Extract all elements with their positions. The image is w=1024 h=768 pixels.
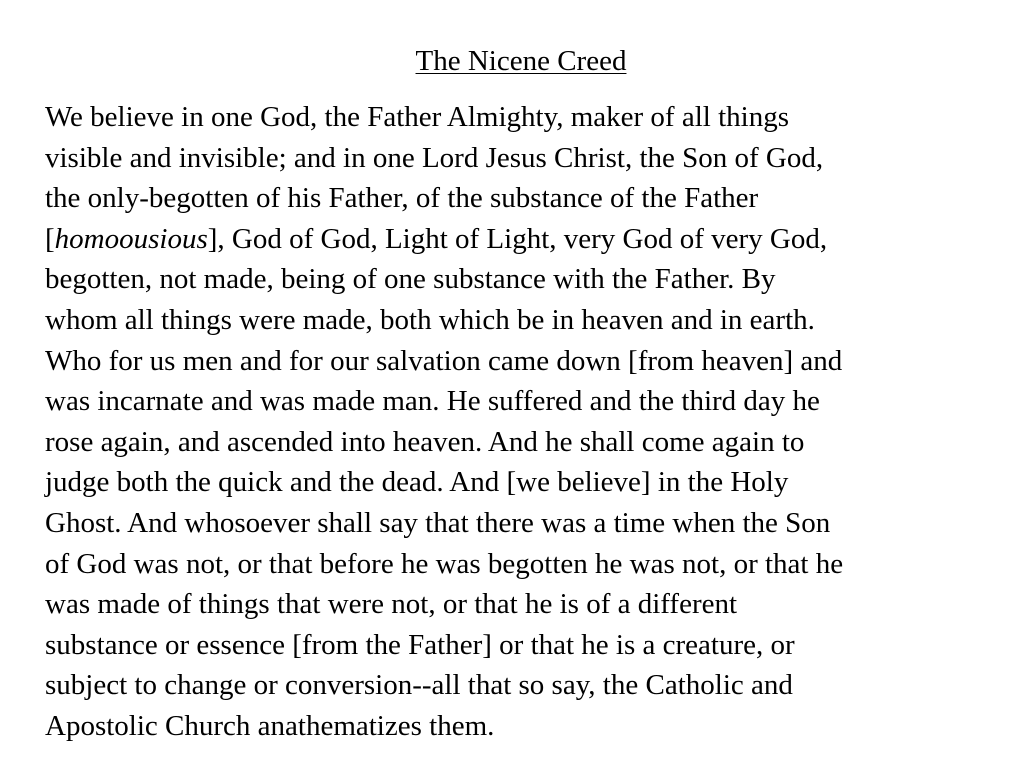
creed-line: We believe in one God, the Father Almighty, maker of all things xyxy=(45,101,789,133)
creed-line: visible and invisible; and in one Lord Jesus Christ, the Son of God, xyxy=(45,141,824,174)
creed-line: begotten, not made, being of one substance with the Father. By xyxy=(45,263,776,296)
creed-text xyxy=(45,97,995,747)
creed-line: Ghost. And whosoever shall say that there was a time when the Son xyxy=(45,506,831,539)
creed-line: substance or essence [from the Father] or that he is a creature, or xyxy=(45,628,795,661)
slide-title: The Nicene Creed xyxy=(415,45,627,77)
creed-line-rest: ], God of God, Light of Light, very God of very God, xyxy=(207,222,828,255)
creed-line: whom all things were made, both which be in heaven and in earth. xyxy=(45,303,815,336)
creed-line: the only-begotten of his Father, of the substance of the Father xyxy=(45,182,759,215)
creed-line: subject to change or conversion--all that so say, the Catholic and xyxy=(45,669,793,702)
creed-line: judge both the quick and the dead. And [we believe] in the Holy xyxy=(45,466,789,499)
creed-line xyxy=(45,219,995,260)
creed-line: rose again, and ascended into heaven. And he shall come again to xyxy=(45,425,805,458)
creed-line: Who for us men and for our salvation came down [from heaven] and xyxy=(45,344,843,377)
creed-line: was made of things that were not, or that he is of a different xyxy=(45,588,738,621)
homoousious-term: homoousious xyxy=(54,222,208,255)
creed-line: was incarnate and was made man. He suffered and the third day he xyxy=(45,385,820,418)
bracket-open: [ xyxy=(45,222,55,255)
creed-line: Apostolic Church anathematizes them. xyxy=(45,709,495,742)
creed-line: of God was not, or that before he was begotten he was not, or that he xyxy=(45,547,844,580)
